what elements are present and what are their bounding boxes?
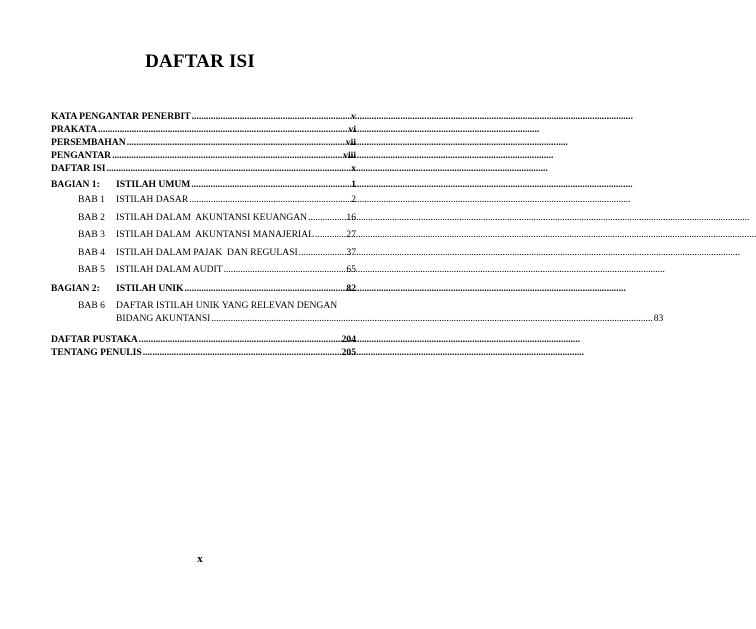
table-of-contents <box>51 110 664 359</box>
chapter-title: ISTILAH DALAM PAJAK DAN REGULASI <box>116 246 298 258</box>
toc-chapter-bab-6[interactable] <box>51 300 664 325</box>
toc-chapter-bab-2[interactable] <box>51 211 356 224</box>
toc-entry-page: 83 <box>653 313 664 325</box>
page-number: x <box>197 553 203 565</box>
toc-chapter-bab-5[interactable] <box>51 263 356 276</box>
toc-entry-label: PENGANTAR <box>51 150 112 161</box>
part-number: BAGIAN 2: <box>51 283 100 295</box>
toc-entry-page: x <box>351 163 356 174</box>
toc-entry-page: 37 <box>346 246 356 258</box>
chapter-title-line-1: DAFTAR ISTILAH UNIK YANG RELEVAN DENGAN <box>116 300 338 312</box>
toc-chapter-bab-4[interactable] <box>51 246 356 259</box>
toc-part-2[interactable] <box>51 282 356 295</box>
dot-leader <box>112 149 342 162</box>
chapter-title: ISTILAH DALAM AUDIT <box>116 264 223 276</box>
toc-entry-pengantar[interactable] <box>51 149 356 162</box>
toc-entry-page: viii <box>343 150 356 161</box>
dot-leader <box>184 282 345 295</box>
toc-entry-daftar-pustaka[interactable] <box>51 333 356 346</box>
toc-entry-page: 2 <box>351 194 356 205</box>
chapter-title: ISTILAH DASAR <box>116 194 189 205</box>
dot-leader <box>106 162 350 175</box>
chapter-number: BAB 5 <box>78 264 105 276</box>
toc-entry-page: vi <box>348 124 356 135</box>
toc-entry-label: TENTANG PENULIS <box>51 347 142 359</box>
dot-leader <box>143 346 341 359</box>
dot-leader <box>189 193 350 206</box>
toc-entry-page: v <box>351 111 356 122</box>
toc-entry-label: PRAKATA <box>51 124 98 135</box>
chapter-title: ISTILAH DALAM AKUNTANSI KEUANGAN <box>116 211 308 223</box>
toc-entry-page: 16 <box>346 211 356 223</box>
toc-chapter-bab-1[interactable] <box>51 193 356 206</box>
dot-leader <box>299 246 346 259</box>
dot-leader <box>211 312 652 325</box>
dot-leader <box>224 263 346 276</box>
chapter-number: BAB 6 <box>78 300 105 312</box>
dot-leader <box>98 123 348 136</box>
dot-leader <box>192 110 351 123</box>
chapter-number: BAB 2 <box>78 211 105 223</box>
toc-entry-prakata[interactable] <box>51 123 356 136</box>
toc-entry-page: 65 <box>346 264 356 276</box>
dot-leader <box>191 178 350 191</box>
toc-entry-label: PERSEMBAHAN <box>51 137 126 148</box>
toc-part-1[interactable] <box>51 178 356 191</box>
page-title: DAFTAR ISI <box>145 51 255 72</box>
dot-leader <box>308 211 345 224</box>
dot-leader <box>139 333 341 346</box>
part-title: ISTILAH UNIK <box>116 283 184 295</box>
chapter-number: BAB 4 <box>78 246 105 258</box>
toc-entry-tentang-penulis[interactable] <box>51 346 356 359</box>
toc-entry-page: 205 <box>341 347 356 359</box>
toc-entry-label: KATA PENGANTAR PENERBIT <box>51 111 191 122</box>
toc-entry-page: 82 <box>346 283 356 295</box>
chapter-number: BAB 3 <box>78 229 105 241</box>
toc-entry-daftar-isi[interactable] <box>51 162 356 175</box>
toc-entry-page: 204 <box>341 334 356 346</box>
toc-chapter-bab-3[interactable] <box>51 228 356 241</box>
toc-entry-page: vii <box>345 137 356 148</box>
toc-entry-page: 1 <box>351 179 356 190</box>
toc-entry-label: DAFTAR PUSTAKA <box>51 334 138 346</box>
dot-leader <box>315 228 345 241</box>
chapter-title: ISTILAH DALAM AKUNTANSI MANAJERIAL <box>116 229 315 241</box>
chapter-number: BAB 1 <box>78 194 105 205</box>
part-title: ISTILAH UMUM <box>116 179 191 190</box>
toc-entry-label: DAFTAR ISI <box>51 163 106 174</box>
toc-entry-page: 27 <box>346 229 356 241</box>
toc-entry-persembahan[interactable] <box>51 136 356 149</box>
part-number: BAGIAN 1: <box>51 179 100 190</box>
dot-leader <box>127 136 345 149</box>
toc-entry-kata-pengantar-penerbit[interactable] <box>51 110 356 123</box>
chapter-title-line-2: BIDANG AKUNTANSI <box>116 313 211 325</box>
